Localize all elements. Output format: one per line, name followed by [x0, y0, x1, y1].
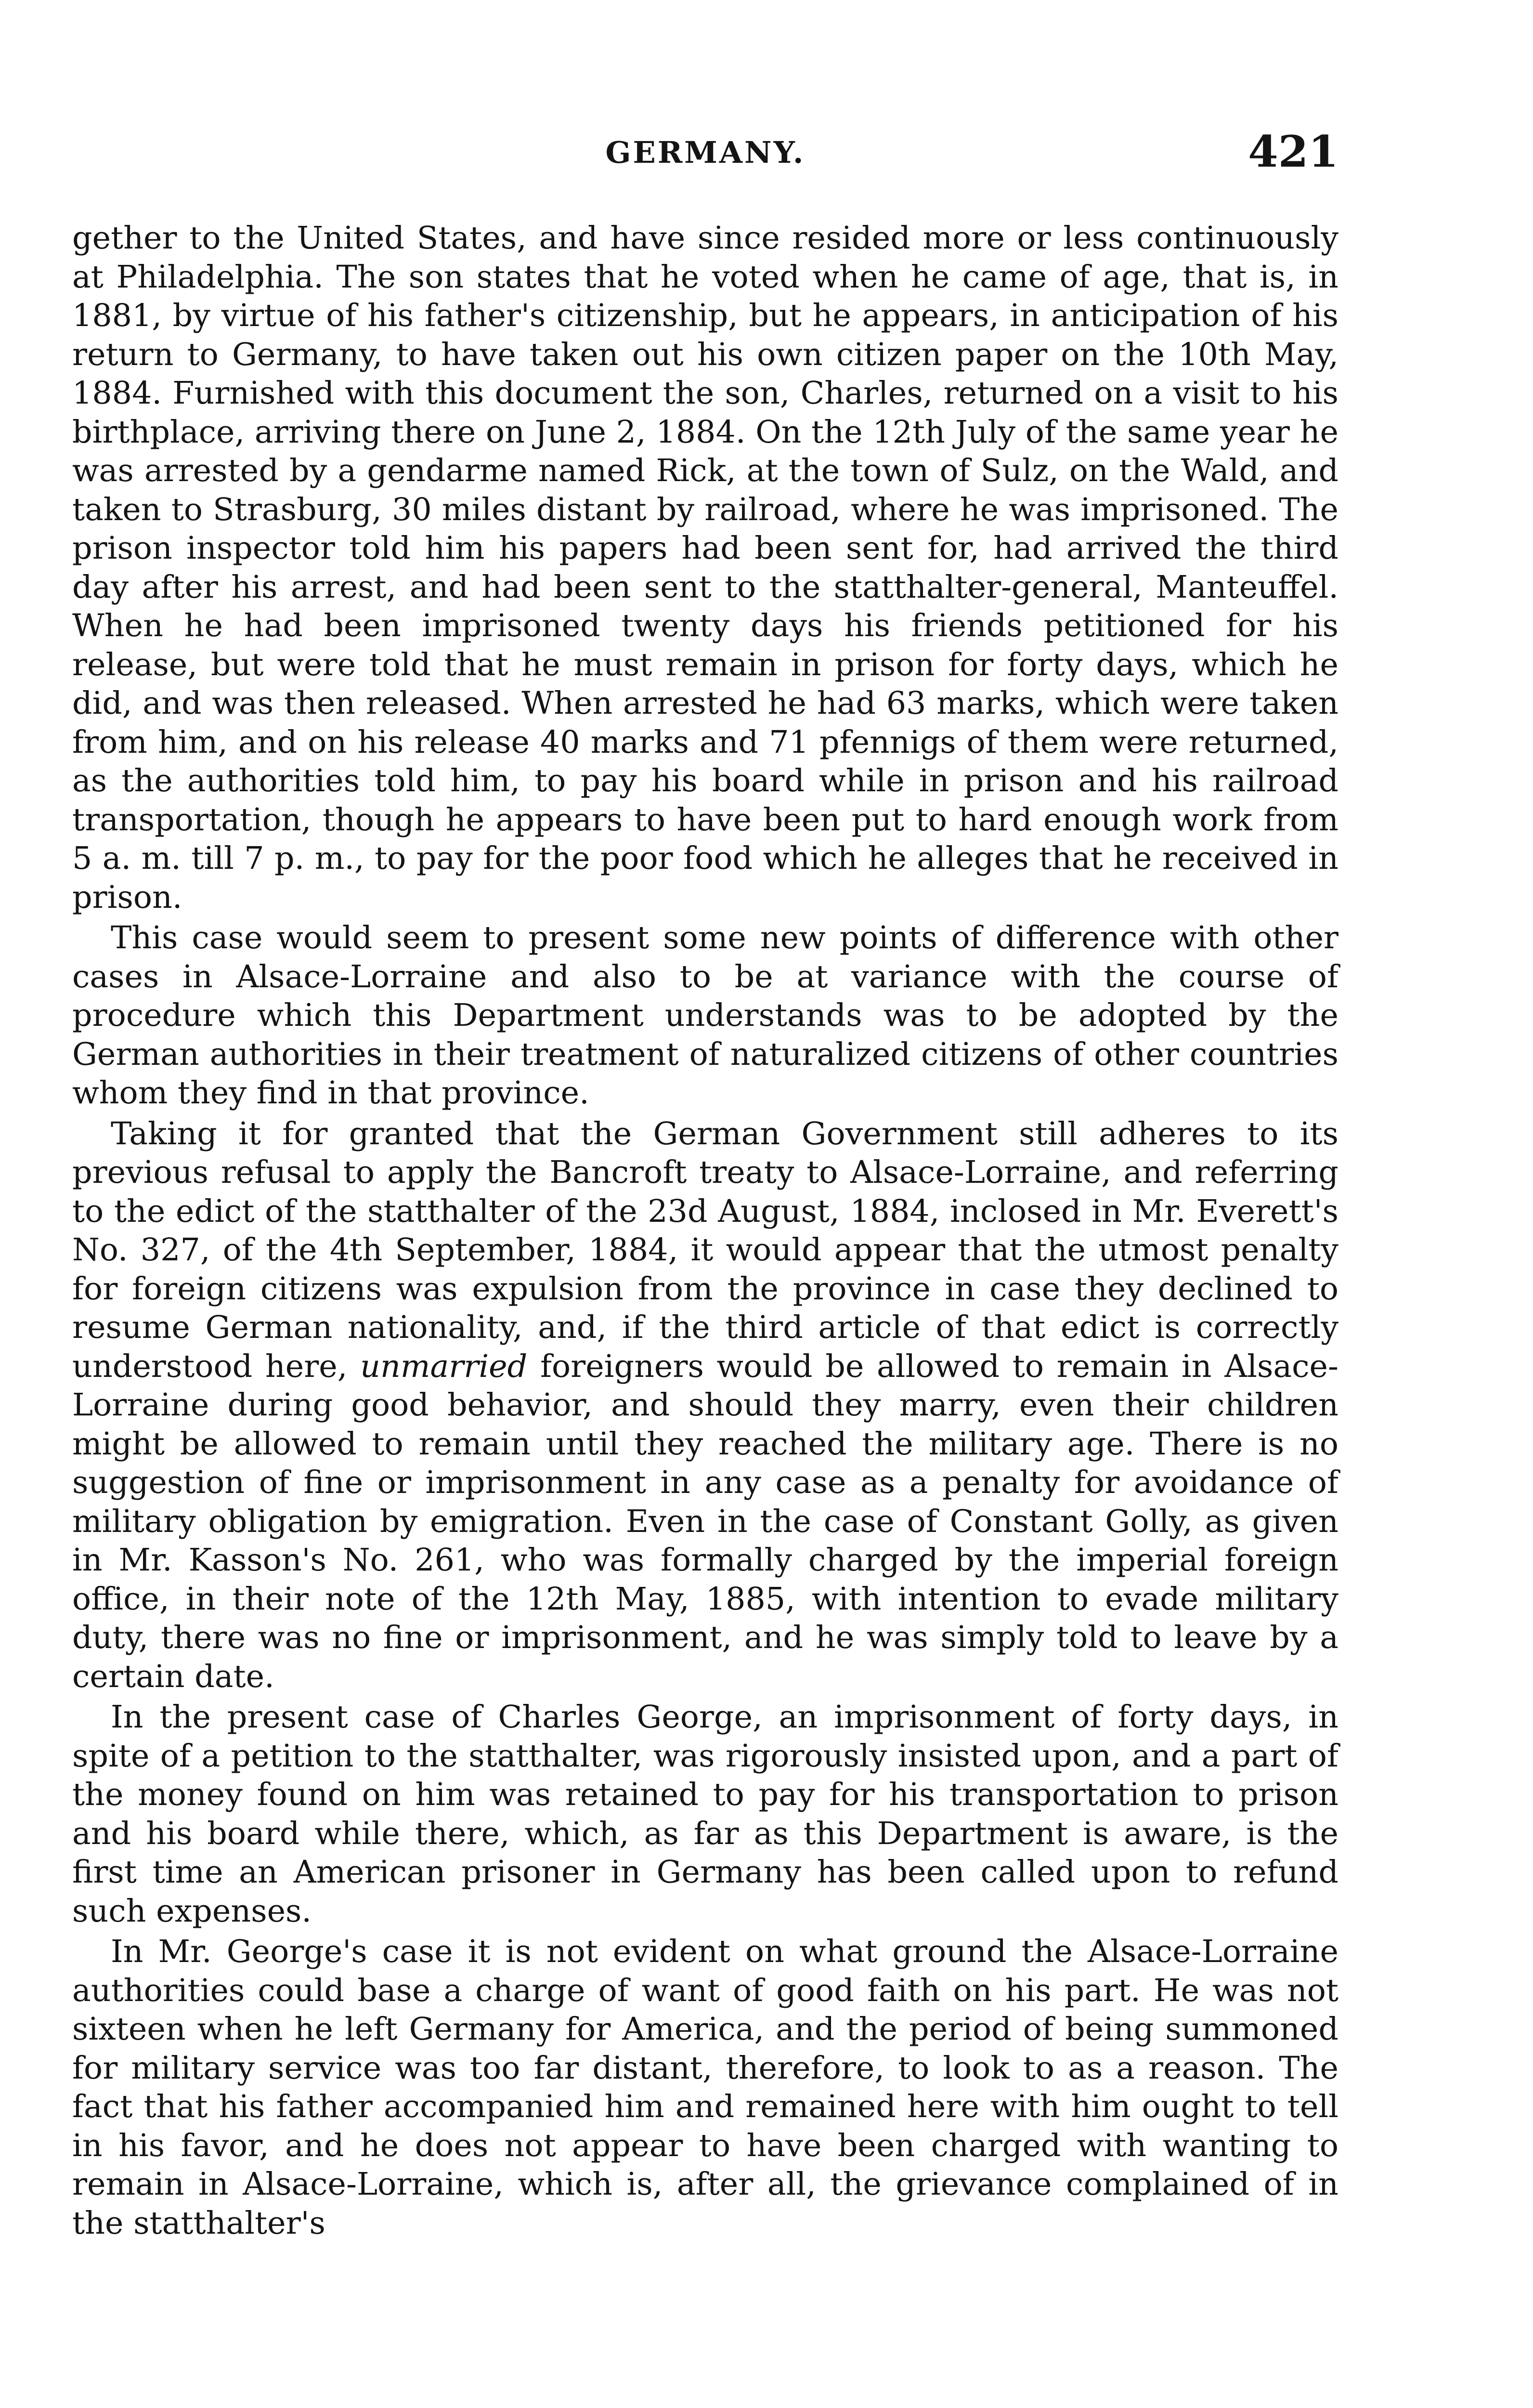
body-text: [72, 219, 1338, 2243]
page-number: 421: [1248, 126, 1338, 177]
running-head: GERMANY.: [605, 135, 805, 170]
paragraph-continued: gether to the United States, and have since resided more or less continuously at Philadelphia. The son states that he voted when he came of age, that is, in 1881, by virtue of his father's citizenship, but he appears, in anticipation of his return to Germany, to have taken out his own citizen paper on the 10th May, 1884. Furnished with this document the son, Charles, returned on a visit to his birthplace, arriving there on June 2, 1884. On the 12th July of the same year he was arrested by a gendarme named Rick, at the town of Sulz, on the Wald, and taken to Strasburg, 30 miles distant by railroad, where he was imprisoned. The prison inspector told him his papers had been sent for, had arrived the third day after his arrest, and had been sent to the statthalter-general, Manteuffel. When he had been imprisoned twenty days his friends petitioned for his release, but were told that he must remain in prison for forty days, which he did, and was then released. When arrested he had 63 marks, which were taken from him, and on his release 40 marks and 71 pfennigs of them were returned, as the authorities told him, to pay his board while in prison and his railroad transportation, though he appears to have been put to hard enough work from 5 a. m. till 7 p. m., to pay for the poor food which he alleges that he received in prison.: [72, 220, 1338, 916]
paragraph-good-faith: In Mr. George's case it is not evident on what ground the Alsace-Lorraine authorities could base a charge of want of good faith on his part. He was not sixteen when he left Germany for America, and the period of being summoned for military service was too far distant, therefore, to look to as a reason. The fact that his father accompanied him and remained here with him ought to tell in his favor, and he does not appear to have been charged with wanting to remain in Alsace-Lorraine, which is, after all, the grievance complained of in the statthalter's: [72, 1934, 1338, 2241]
paragraph-charles-george-imprisonment: In the present case of Charles George, an imprisonment of forty days, in spite of a petition to the statthalter, was rigorously insisted upon, and a part of the money found on him was retained to pay for his transportation to prison and his board while there, which, as far as this Department is aware, is the first time an American prisoner in Germany has been called upon to refund such expenses.: [72, 1699, 1338, 1929]
paragraph-alsace-lorraine-case: This case would seem to present some new points of difference with other cases in Alsace-Lorraine and also to be at variance with the course of procedure which this Department understands was to be adopted by the German authorities in their treatment of naturalized citizens of other countries whom they find in that province.: [72, 920, 1338, 1111]
paragraph-bancroft-treaty-part-a: Taking it for granted that the German Government still adheres to its previous refusal to apply the Bancroft treaty to Alsace-Lorraine, and referring to the edict of the statthalter of the 23d August, 1884, inclosed in Mr. Everett's No. 327, of the 4th September, 1884, it would appear that the utmost penalty for foreign citizens was expulsion from the province in case they declined to resume German nationality, and, if the third article of that edict is correctly understood here,: [72, 1115, 1338, 1385]
paragraph-bancroft-treaty: [72, 1115, 1338, 1697]
page-header: [72, 126, 1338, 179]
paragraph-bancroft-treaty-part-b: foreigners would be allowed to remain in Alsace-Lorraine during good behavior, and should they marry, even their children might be allowed to remain until they reached the military age. There is no suggestion of fine or imprisonment in any case as a penalty for avoidance of military obligation by emigration. Even in the case of Constant Golly, as given in Mr. Kasson's No. 261, who was formally charged by the imperial foreign office, in their note of the 12th May, 1885, with intention to evade military duty, there was no fine or imprisonment, and he was simply told to leave by a certain date.: [72, 1348, 1338, 1695]
emphasis-unmarried: unmarried: [360, 1348, 528, 1385]
